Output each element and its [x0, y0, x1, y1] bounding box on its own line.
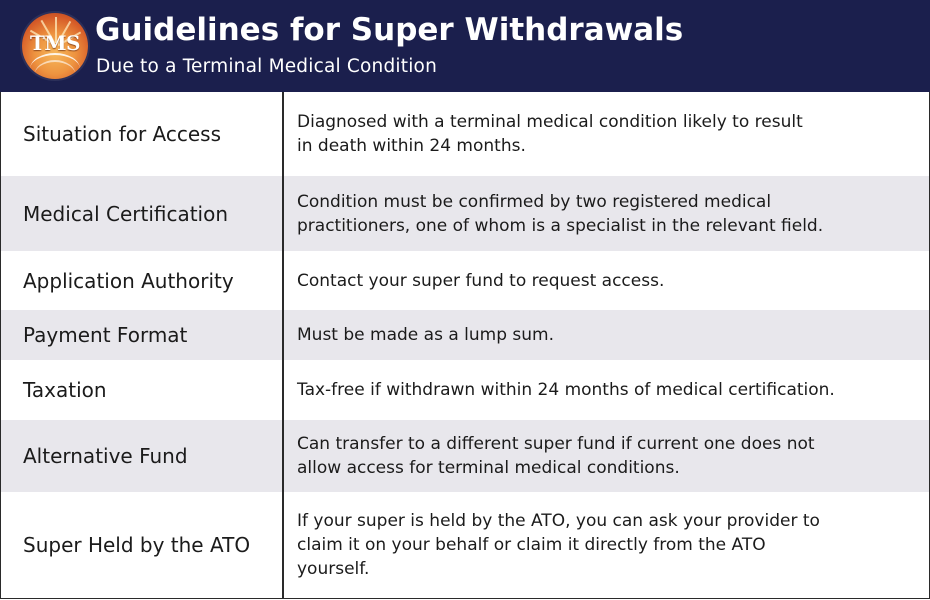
row-label: Payment Format — [23, 323, 188, 347]
row-description: If your super is held by the ATO, you can ask your provider to claim it on your behalf or claim it directly from the ATO yourself. — [297, 511, 820, 579]
page-subtitle: Due to a Terminal Medical Condition — [96, 56, 438, 77]
row-description: Condition must be confirmed by two registered medical practitioners, one of whom is a specialist in the relevant field. — [297, 191, 824, 236]
column-divider — [282, 92, 284, 598]
table-row — [1, 310, 929, 360]
table-row — [1, 492, 929, 598]
tms-logo — [22, 13, 88, 79]
guidelines-table — [0, 92, 930, 599]
row-label: Taxation — [23, 378, 107, 402]
table-row — [1, 251, 929, 310]
row-label: Situation for Access — [23, 122, 222, 146]
row-description: Can transfer to a different super fund if current one does not allow access for terminal medical conditions. — [297, 434, 815, 478]
header-banner — [0, 0, 930, 92]
row-label: Super Held by the ATO — [23, 533, 251, 557]
page-title: Guidelines for Super Withdrawals — [95, 12, 684, 48]
row-label: Medical Certification — [23, 201, 229, 226]
row-description: Must be made as a lump sum. — [297, 325, 555, 345]
table-row — [1, 420, 929, 492]
row-description: Tax-free if withdrawn within 24 months of medical certification. — [297, 380, 835, 400]
row-description: Contact your super fund to request access. — [297, 270, 665, 291]
table-row — [1, 92, 929, 176]
row-label: Alternative Fund — [23, 444, 188, 468]
row-label: Application Authority — [23, 268, 234, 293]
table-row — [1, 176, 929, 251]
row-description: Diagnosed with a terminal medical condition likely to result in death within 24 months. — [297, 112, 803, 156]
logo-text: TMS — [30, 31, 80, 55]
table-row — [1, 360, 929, 420]
